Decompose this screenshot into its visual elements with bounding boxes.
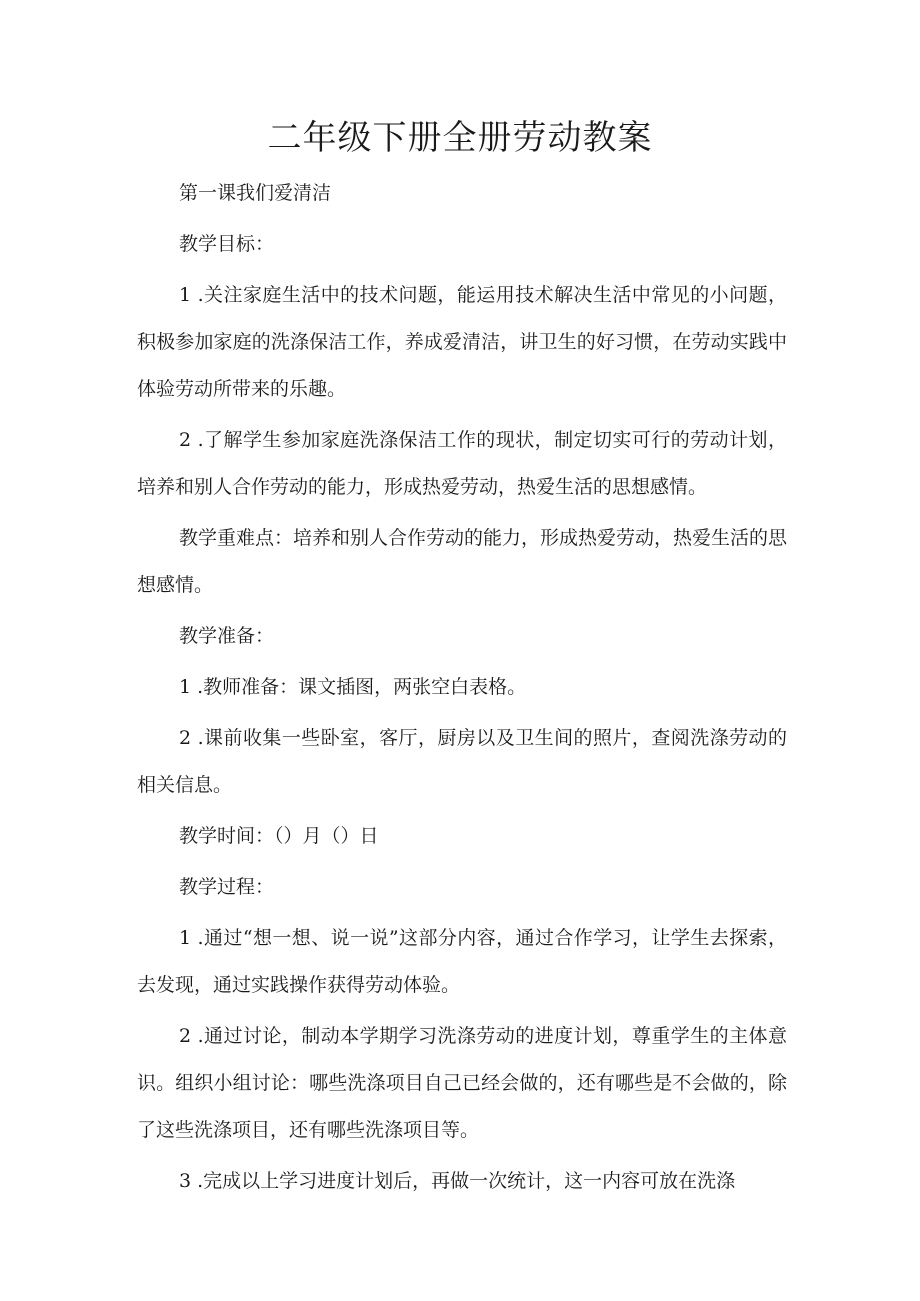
document-title: 二年级下册全册劳动教案 xyxy=(267,118,653,158)
process-item-1: 1 .通过“想一想、说一说”这部分内容，通过合作学习，让学生去探索，去发现，通过实践操作获得劳动体验。 xyxy=(137,927,787,996)
objective-item-2: 2 .了解学生参加家庭洗涤保洁工作的现状，制定切实可行的劳动计划，培养和别人合作劳动的能力，形成热爱劳动，热爱生活的思想感情。 xyxy=(137,429,787,498)
document-body xyxy=(137,170,787,1209)
process-item-2: 2 .通过讨论，制动本学期学习洗涤劳动的进度计划，尊重学生的主体意识。组织小组讨论：哪些洗涤项目自己已经会做的，还有哪些是不会做的，除了这些洗涤项目，还有哪些洗涤项目等。 xyxy=(137,1025,787,1141)
lesson-heading: 第一课我们爱清洁 xyxy=(179,182,332,204)
section-heading-process: 教学过程： xyxy=(179,876,275,898)
preparation-item-1: 1 .教师准备：课文插图，两张空白表格。 xyxy=(179,676,527,698)
objective-item-1: 1 .关注家庭生活中的技术问题，能运用技术解决生活中常见的小问题，积极参加家庭的洗涤保洁工作，养成爱清洁，讲卫生的好习惯，在劳动实践中体验劳动所带来的乐趣。 xyxy=(137,284,787,400)
key-difficulty-paragraph: 教学重难点：培养和别人合作劳动的能力，形成热爱劳动，热爱生活的思想感情。 xyxy=(137,527,788,596)
teaching-time: 教学时间：（）月（）日 xyxy=(179,825,379,847)
process-item-3: 3 .完成以上学习进度计划后，再做一次统计，这一内容可放在洗涤 xyxy=(179,1170,736,1192)
section-heading-preparation: 教学准备： xyxy=(179,625,275,647)
preparation-item-2: 2 .课前收集一些卧室，客厅，厨房以及卫生间的照片，查阅洗涤劳动的相关信息。 xyxy=(137,727,787,796)
section-heading-objectives: 教学目标： xyxy=(179,233,275,255)
